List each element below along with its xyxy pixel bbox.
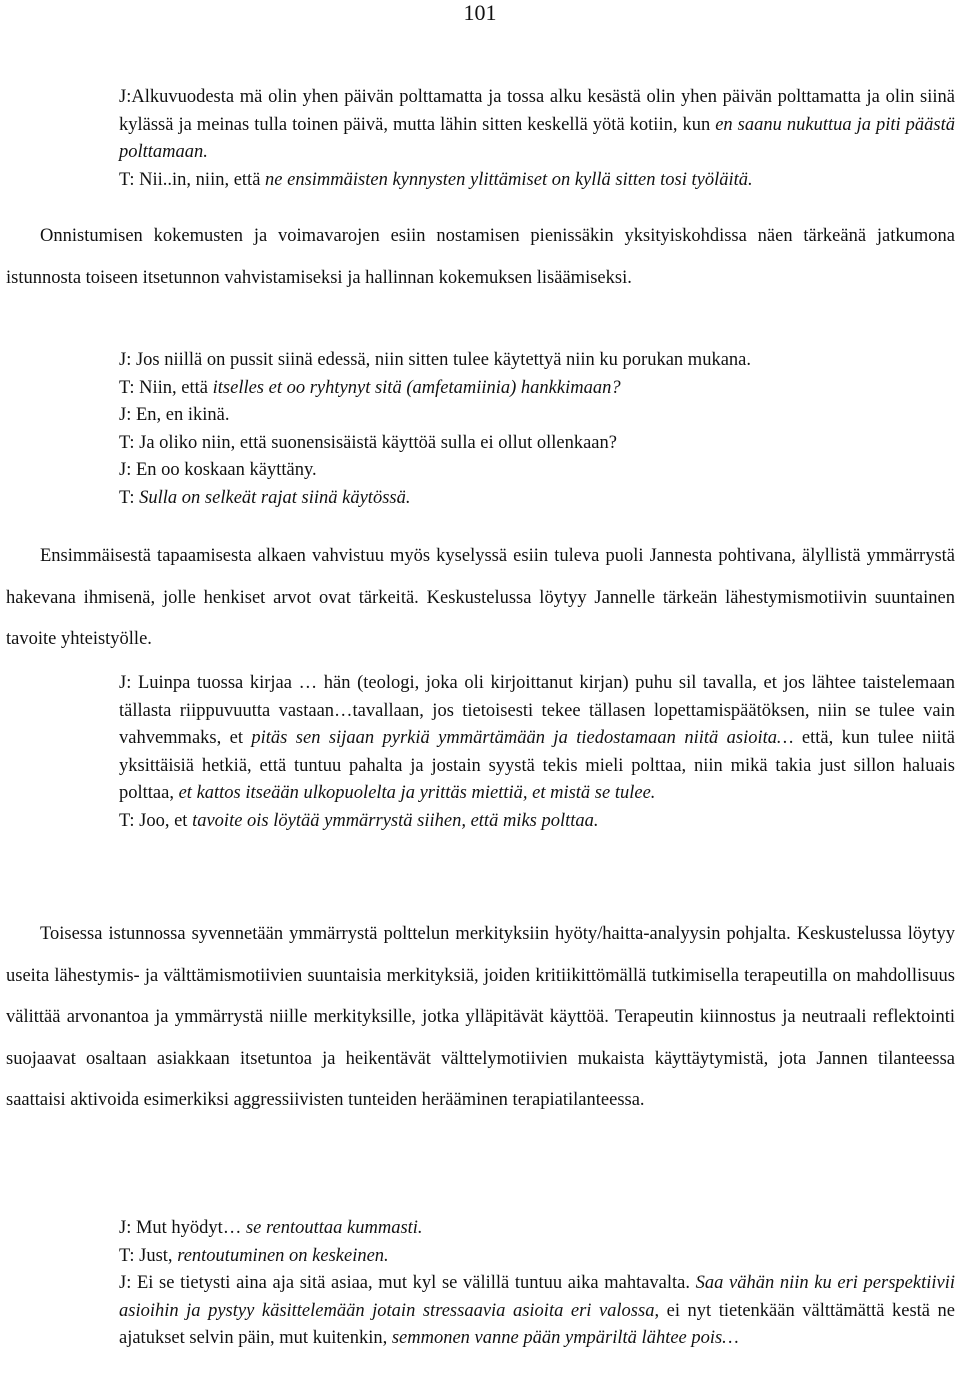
body-paragraph-2: Ensimmäisestä tapaamisesta alkaen vahvistuu myös kyselyssä esiin tuleva puoli Jannesta pohtivana, älyllistä ymmärrystä hakevana ihmisenä, jolle henkiset arvot ovat tärkeitä. Keskustelussa löytyy Jannelle tärkeän lähestymismotiivin suuntainen tavoite yhteistyölle. xyxy=(6,546,955,649)
quote-line: J: Luinpa tuossa kirjaa … hän (teologi, joka oli kirjoittanut kirjan) puhu sil tavalla, et jos lähtee taistelemaan tällasta riippuvuutta vastaan…tavallaan, jos tietoisesti tekee tällasen lopettamispäätöksen, niin se tulee vain vahvemmaks, et pitäs sen sijaan pyrkiä ymmärtämään ja tiedostamaan niitä asioita… että, kun tulee niitä yksittäisiä hetkiä, että tuntuu pahalta ja jostain syystä tekis mieli polttaa, niin mikä takia just sillon haluais polttaa, et kattos itseään ulkopuolelta ja yrittäs miettiä, et mistä se tulee. xyxy=(119,673,955,803)
quote-line: J: En oo koskaan käyttäny. xyxy=(119,460,317,480)
quote-line: T: Sulla on selkeät rajat siinä käytössä. xyxy=(119,487,411,508)
interview-excerpt-2 xyxy=(119,347,955,512)
quote-line: J: Mut hyödyt… se rentouttaa kummasti. xyxy=(119,1218,423,1238)
interview-excerpt-1 xyxy=(119,84,955,194)
interview-excerpt-4 xyxy=(119,1215,955,1353)
body-paragraph-1: Onnistumisen kokemusten ja voimavarojen esiin nostamisen pienissäkin yksityiskohdissa näen tärkeänä jatkumona istunnosta toiseen itsetunnon vahvistamiseksi ja hallinnan kokemuksen lisäämiseksi. xyxy=(6,226,955,288)
quote-line: J:Alkuvuodesta mä olin yhen päivän polttamatta ja tossa alku kesästä olin yhen päivän polttamatta ja olin siinä kylässä ja meinas tulla toinen päivä, mutta lähin sitten keskellä yötä kotiin, kun en saanu nukuttua ja piti päästä polttamaan. xyxy=(119,87,955,162)
quote-line: T: Joo, et tavoite ois löytää ymmärrystä siihen, että miks polttaa. xyxy=(119,810,599,831)
body-paragraph-3: Toisessa istunnossa syvennetään ymmärrystä polttelun merkityksiin hyöty/haitta-analyysin pohjalta. Keskustelussa löytyy useita lähestymis- ja välttämismotiivien suuntaisia merkityksiä, joiden kritiikittömällä tutkimisella terapeutilla on mahdollisuus välittää arvonantoa ja ymmärrystä niille merkityksille, jotka ylläpitävät käyttöä. Terapeutin kiinnostus ja neutraali reflektointi suojaavat osaltaan asiakkaan itsetuntoa ja heikentävät välttelymotiivien mukaista käyttäytymistä, jota Jannen tilanteessa saattaisi aktivoida esimerkiksi aggressiivisten tunteiden herääminen terapiatilanteessa. xyxy=(6,924,955,1110)
quote-line: J: Ei se tietysti aina aja sitä asiaa, mut kyl se välillä tuntuu aika mahtavalta. Saa vähän niin ku eri perspektiivii asioihin ja pystyy käsittelemään jotain stressaavia asioita eri valossa, ei nyt tietenkään välttämättä kestä ne ajatukset selvin päin, mut kuitenkin, semmonen vanne pään ympäriltä lähtee pois… xyxy=(119,1273,955,1348)
quote-line: J: En, en ikinä. xyxy=(119,405,230,425)
interview-excerpt-3 xyxy=(119,670,955,835)
quote-line: T: Niin, että itselles et oo ryhtynyt sitä (amfetamiinia) hankkimaan? xyxy=(119,377,621,398)
quote-line: J: Jos niillä on pussit siinä edessä, niin sitten tulee käytettyä niin ku porukan mukana. xyxy=(119,350,751,370)
quote-line: T: Ja oliko niin, että suonensisäistä käyttöä sulla ei ollut ollenkaan? xyxy=(119,432,617,453)
quote-line: T: Nii..in, niin, että ne ensimmäisten kynnysten ylittämiset on kyllä sitten tosi työläitä. xyxy=(119,169,753,190)
quote-line: T: Just, rentoutuminen on keskeinen. xyxy=(119,1245,389,1266)
page-number: 101 xyxy=(463,0,497,25)
